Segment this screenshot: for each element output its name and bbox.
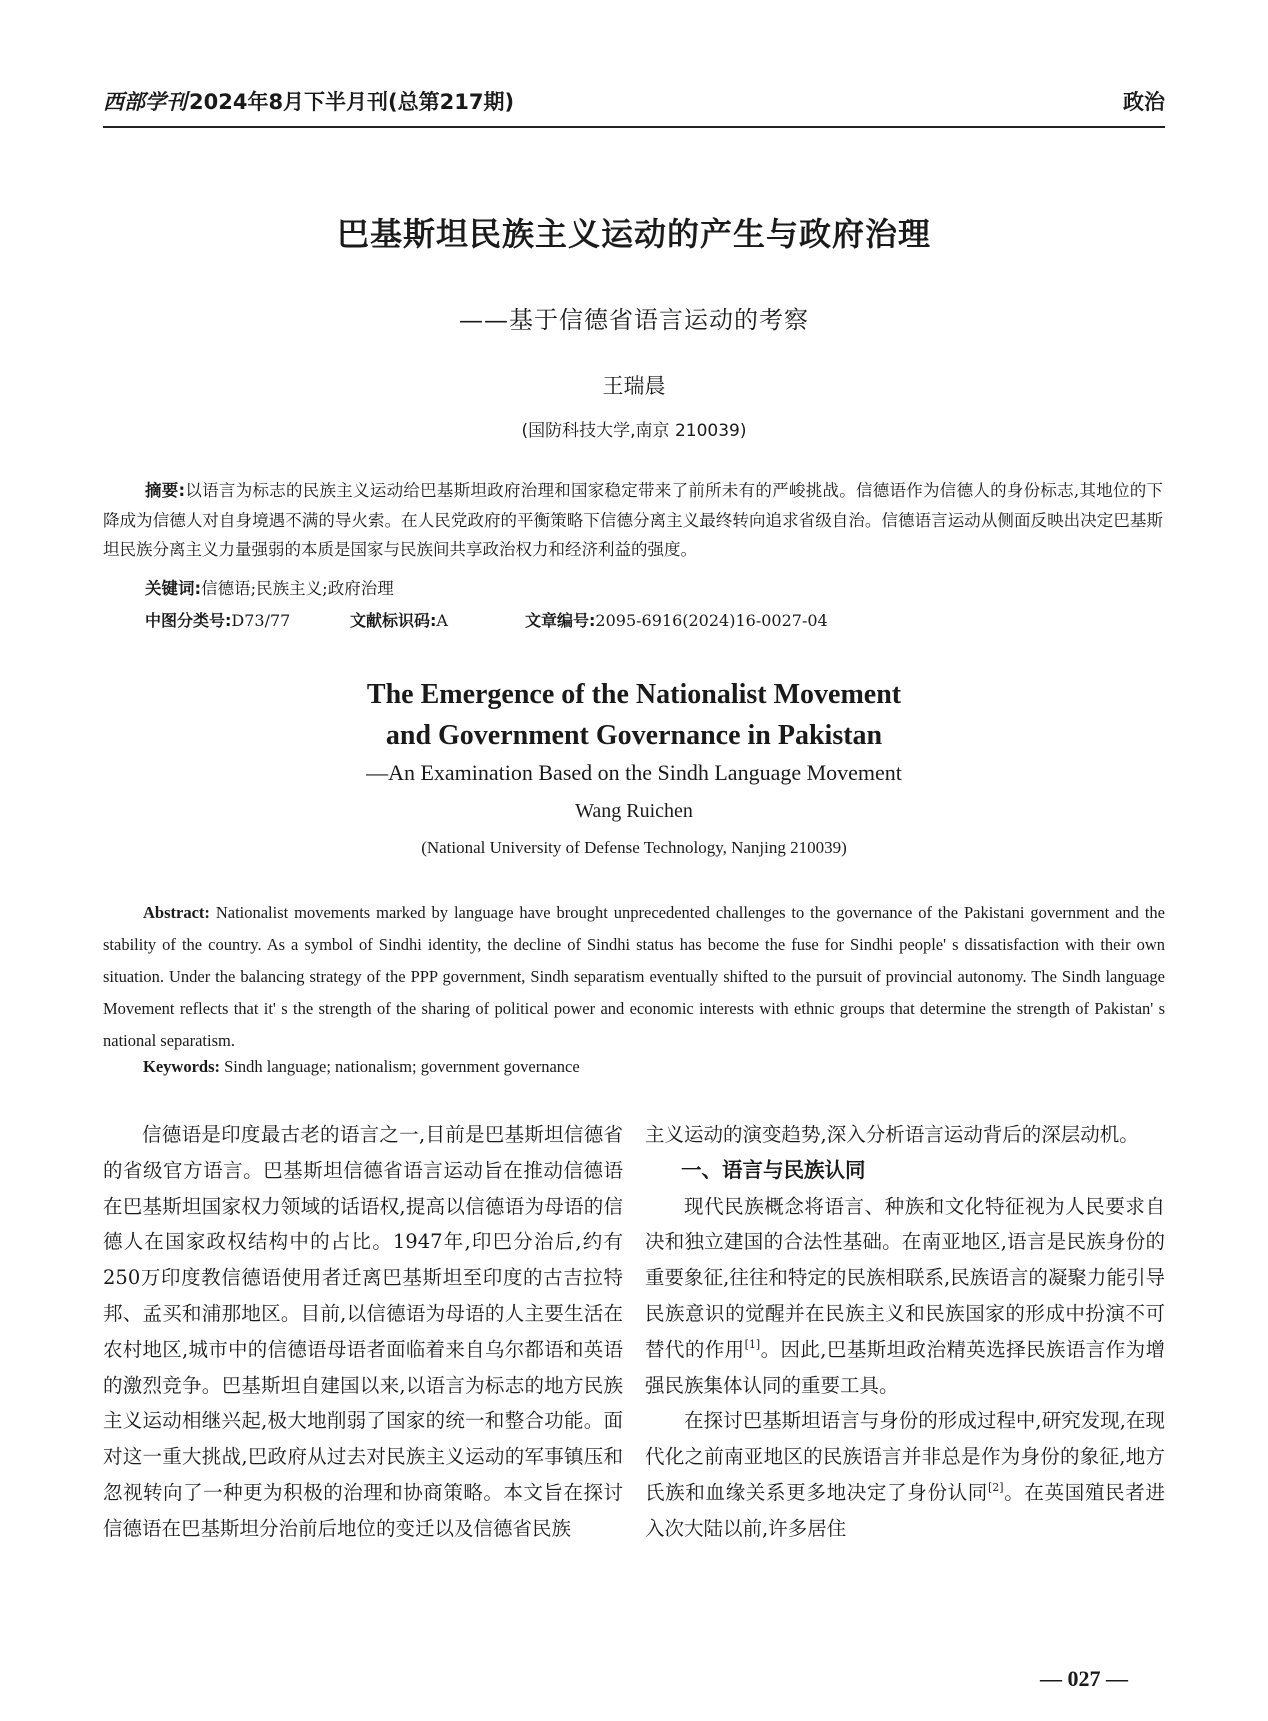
keywords-en-label: Keywords: (143, 1057, 220, 1076)
citation-ref: [1] (744, 1337, 761, 1351)
classification-line (145, 608, 1105, 631)
document-code (350, 608, 525, 631)
abstract-en-text: Nationalist movements marked by language have brought unprecedented challenges to the governance of the Pakistani government and the stability of the country. As a symbol of Sindhi identity, the decline of Sindhi status has become the fuse for Sindhi people' s dissatisfaction with their own situation. Under the balancing strategy of the PPP government, Sindh separatism eventually shifted to the pursuit of provincial autonomy. The Sindh language Movement reflects that it' s the strength of the sharing of political power and economic interests with ethnic groups that determine the strength of Pakistan' s national separatism. (103, 903, 1165, 1050)
clc-value: D73/77 (231, 611, 291, 630)
article-subtitle-zh: ——基于信德省语言运动的考察 (459, 306, 809, 334)
paragraph-text: 在探讨巴基斯坦语言与身份的形成过程中,研究发现,在现代化之前南亚地区的民族语言并非总是作为身份的象征,地方氏族和血缘关系更多地决定了身份认同 (645, 1409, 1165, 1504)
article-title-zh: 巴基斯坦民族主义运动的产生与政府治理 (336, 215, 931, 253)
body-column-right (645, 1117, 1165, 1547)
doc-value: A (436, 611, 448, 630)
keywords-zh (145, 575, 394, 599)
journal-logo: 西部学刊 (103, 89, 187, 114)
clc-label: 中图分类号: (145, 611, 232, 630)
page-number: — 027 — (1040, 1666, 1128, 1691)
clc-number (145, 608, 350, 631)
body-column-left (103, 1117, 623, 1547)
paragraph-text: 。在英国殖民者进入次大陆以前,许多居住 (645, 1480, 1165, 1540)
abstract-zh (103, 476, 1163, 565)
paragraph-text: 现代民族概念将语言、种族和文化特征视为人民要求自决和独立建国的合法性基础。在南亚地区,语言是民族身份的重要象征,往往和特定的民族相联系,民族语言的凝聚力能引导民族意识的觉醒并在民族主义和民族国家的形成中扮演不可替代的作用 (645, 1194, 1165, 1361)
citation-ref: [2] (987, 1480, 1004, 1494)
keywords-en-text: Sindh language; nationalism; government governance (224, 1057, 580, 1076)
article-value: 2095-6916(2024)16-0027-04 (595, 611, 828, 630)
abstract-zh-label: 摘要: (145, 481, 186, 500)
affiliation-en: (National University of Defense Technology, Nanjing 210039) (421, 838, 847, 857)
abstract-en-label: Abstract: (143, 903, 210, 922)
journal-issue (103, 86, 514, 116)
article-subtitle-en: —An Examination Based on the Sindh Language Movement (366, 760, 902, 785)
body-paragraph: 主义运动的演变趋势,深入分析语言运动背后的深层动机。 (645, 1123, 1139, 1146)
title-en-line1: The Emergence of the Nationalist Movement (366, 679, 902, 710)
running-header (103, 86, 1165, 128)
section-label: 政治 (1123, 90, 1165, 114)
keywords-zh-label: 关键词: (145, 579, 202, 598)
article-title-en (0, 674, 1268, 756)
title-en-line2: and Government Governance in Pakistan (385, 720, 883, 751)
author-zh: 王瑞晨 (602, 374, 666, 398)
paragraph-text: 。因此,巴基斯坦政治精英选择民族语言作为增强民族集体认同的重要工具。 (645, 1337, 1165, 1397)
body-paragraph (645, 1403, 1165, 1546)
section-heading: 一、语言与民族认同 (681, 1157, 866, 1182)
article-number (525, 608, 828, 631)
article-label: 文章编号: (525, 611, 596, 630)
doc-label: 文献标识码: (350, 611, 437, 630)
author-en: Wang Ruichen (575, 800, 693, 822)
affiliation-zh: (国防科技大学,南京 210039) (521, 421, 747, 441)
body-paragraph: 信德语是印度最古老的语言之一,目前是巴基斯坦信德省的省级官方语言。巴基斯坦信德省语言运动旨在推动信德语在巴基斯坦国家权力领域的话语权,提高以信德语为母语的信德人在国家政权结构中的占比。1947年,印巴分治后,约有250万印度教信德语使用者迁离巴基斯坦至印度的古吉拉特邦、孟买和浦那地区。目前,以信德语为母语的人主要生活在农村地区,城市中的信德语母语者面临着来自乌尔都语和英语的激烈竞争。巴基斯坦自建国以来,以语言为标志的地方民族主义运动相继兴起,极大地削弱了国家的统一和整合功能。面对这一重大挑战,巴政府从过去对民族主义运动的军事镇压和忽视转向了一种更为积极的治理和协商策略。本文旨在探讨信德语在巴基斯坦分治前后地位的变迁以及信德省民族 (103, 1123, 623, 1540)
body-paragraph (645, 1189, 1165, 1404)
keywords-zh-text: 信德语;民族主义;政府治理 (201, 579, 394, 598)
issue-label: 2024年8月下半月刊(总第217期) (189, 90, 515, 114)
abstract-en (103, 897, 1165, 1057)
abstract-zh-text: 以语言为标志的民族主义运动给巴基斯坦政府治理和国家稳定带来了前所未有的严峻挑战。信德语作为信德人的身份标志,其地位的下降成为信德人对自身境遇不满的导火索。在人民党政府的平衡策略下信德分离主义最终转向追求省级自治。信德语言运动从侧面反映出决定巴基斯坦民族分离主义力量强弱的本质是国家与民族间共享政治权力和经济利益的强度。 (103, 481, 1163, 559)
keywords-en (143, 1057, 580, 1077)
